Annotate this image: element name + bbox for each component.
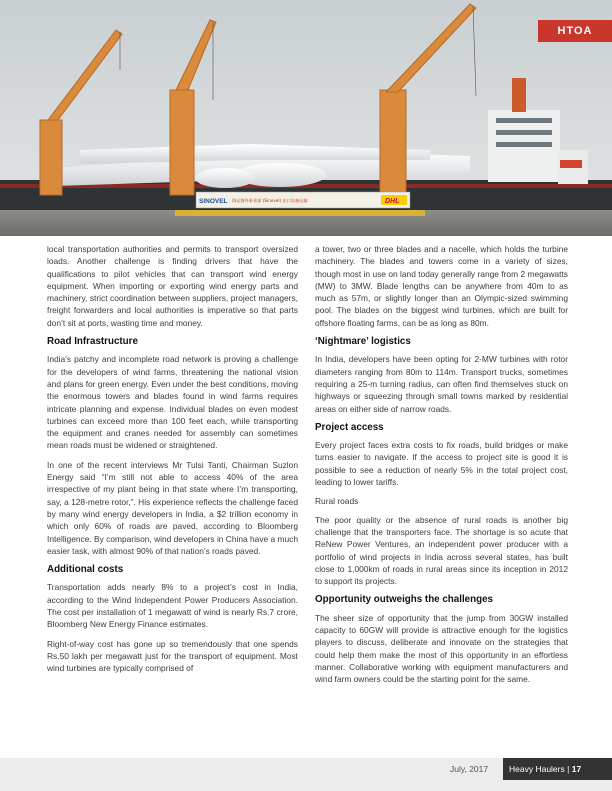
- rural-paragraph: The poor quality or the absence of rural roads is another big challenge that the transporters face. The shortage is so acute that ReNew Power Ventures, an independent power producer with a portfolio of wind projects in India across several states, has built close to 1,000km of roads in rural areas since its inception in 2012 to support its projects.: [315, 514, 568, 587]
- costs-paragraph-2: Right-of-way cost has gone up so tremendously that one spends Rs.50 lakh per megawatt just for the transport of equipment. Most wind turbines are typically comprised of: [47, 638, 298, 674]
- road-infrastructure-heading: Road Infrastructure: [47, 336, 138, 348]
- page-footer: [0, 758, 612, 791]
- ship-banner-brand: SINOVEL: [199, 198, 228, 205]
- road-paragraph-2: In one of the recent interviews Mr Tulsi Tanti, Chairman Suzlon Energy said “I’m still not able to access 40% of the area irrespective of my plant being in that state where I’m transporting, say, a 128-metre rotor,”. His experience reflects the challenge faced by many wind energy developers in India, a $2 trillion economy in which only 60% of roads are paved, according to Bloomberg Intelligence. By comparison, wind developers in China have a much easier task, with almost 90% of that nation’s roads paved.: [47, 459, 298, 556]
- left-intro-paragraph: local transportation authorities and permits to transport oversized loads. Another challenge is finding drivers that have the qualifications to pilot vehicles that can transport wind energy equipment. When importing or exporting wind energy parts and machinery, strict coordination between suppliers, project managers, freight forwarders and local authorities is imperative so that parts don’t sit at ports, wasting time and money.: [47, 244, 298, 328]
- page-number: 17: [571, 764, 582, 774]
- nightmare-paragraph: In India, developers have been opting for 2-MW turbines with rotor diameters ranging from 80m to 114m. Transport trucks, sometimes requiring a 25-m turning radius, can often find themselves stuck on highways or squeezing through small towns marked by residential areas on either side of narrow roads.: [315, 354, 568, 414]
- magazine-name: Heavy Haulers: [509, 764, 565, 774]
- section-badge: HTOA: [538, 20, 612, 42]
- opportunity-heading: Opportunity outweighs the challenges: [315, 594, 493, 606]
- hero-photo: [0, 0, 612, 236]
- issue-date: July, 2017: [450, 764, 489, 774]
- road-paragraph-1: India’s patchy and incomplete road network is proving a challenge for the developers of wind farms, threatening the national vision and plans for green energy. Even under the best conditions, moving the enormous towers and blades found in wind farms requires intricate planning and expense. Individual blades on even modest turbines can exceed more than 100 feet each, while transporting the equipment and cranes needed for assembly can sometimes mean roads must be widened or straightened.: [47, 354, 298, 451]
- article-right-column: [315, 243, 568, 693]
- additional-costs-heading: Additional costs: [47, 564, 124, 576]
- magazine-page-label: [503, 758, 612, 780]
- project-access-heading: Project access: [315, 421, 384, 433]
- ship-banner-logo: DHL: [385, 198, 400, 205]
- costs-paragraph-1: Transportation adds nearly 8% to a project’s cost in India, according to the Wind Independent Power Producers Association. The cost per installation of 1 megawatt of wind is nearly Rs.7 crore, Bloomberg New Energy Finance estimates.: [47, 582, 298, 630]
- opportunity-paragraph: The sheer size of opportunity that the jump from 30GW installed capacity to 60GW will provide is attractive enough for the logistics players to discuss, deliberate and innovate on the strategies that could help them make the most of this opportunity in an effortless manner. Collaborative working with equipment manufacturers and wind farm owners could be the starting point for the same.: [315, 612, 568, 685]
- footer-separator: |: [567, 764, 570, 774]
- rural-roads-subheading: Rural roads: [315, 496, 359, 507]
- article-left-column: [47, 243, 298, 682]
- nightmare-logistics-heading: ‘Nightmare’ logistics: [315, 336, 411, 348]
- ship-banner-text: 海运海外事业部 (Sinovel) 出口设备运输: [232, 198, 308, 203]
- access-paragraph: Every project faces extra costs to fix roads, build bridges or make turns easier to navigate. If the access to project site is good it is possible to see a reduction of nearly 5% in the total project cost, leading to lower tariffs.: [315, 440, 568, 488]
- right-intro-paragraph: a tower, two or three blades and a nacelle, which holds the turbine machinery. The blades and towers come in a variety of sizes, though most in use on land today generally range from 2 megawatts (MW) to 3MW. Blade lengths can be anywhere from 40m to as much as 57m, or slightly longer than an Olympic-sized swimming pool. The blades on the biggest wind turbines, which are built for offshore floating farms, can be as long as 80m.: [315, 244, 568, 328]
